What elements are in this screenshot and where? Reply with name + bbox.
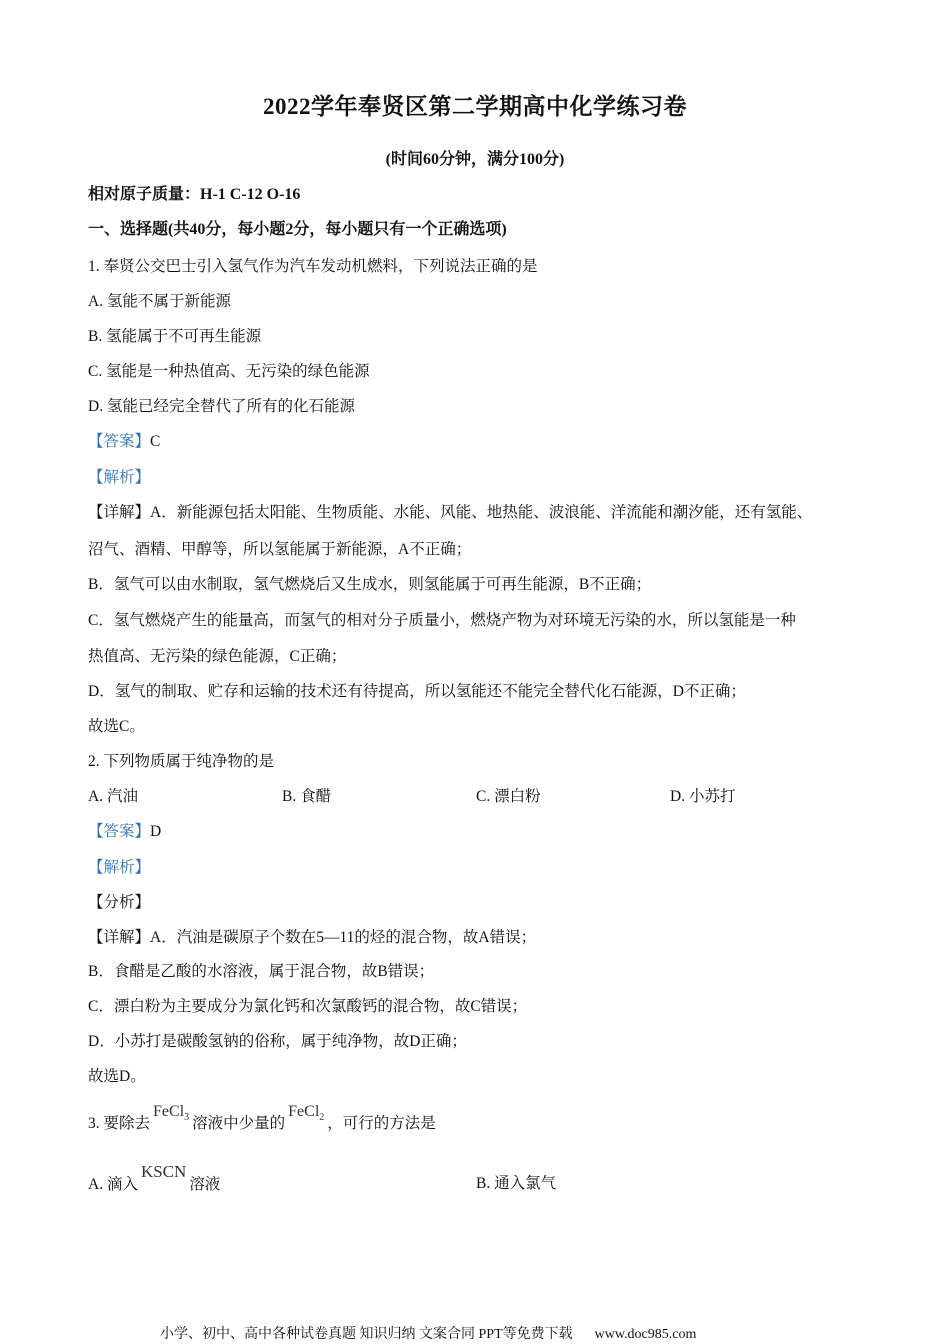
page-footer xyxy=(160,1323,696,1343)
q1-option-c: C. 氢能是一种热值高、无污染的绿色能源 xyxy=(88,363,370,380)
atomic-mass-line: 相对原子质量：H-1 C-12 O-16 xyxy=(88,186,301,203)
q1-stem: 1. 奉贤公交巴士引入氢气作为汽车发动机燃料，下列说法正确的是 xyxy=(88,258,538,275)
detail-tag: 【详解】 xyxy=(88,929,151,946)
answer-tag: 【答案】 xyxy=(88,433,151,450)
q1-detail-2: B．氢气可以由水制取，氢气燃烧后又生成水，则氢能属于可再生能源，B不正确； xyxy=(88,576,652,593)
q2-answer xyxy=(88,822,161,842)
exam-info: (时间60分钟，满分100分) xyxy=(385,151,565,168)
q3-option-b: B. 通入氯气 xyxy=(476,1175,557,1192)
formula-main: FeCl xyxy=(288,1103,320,1120)
option-a-suffix: 溶液 xyxy=(189,1176,221,1193)
formula-main: FeCl xyxy=(153,1103,185,1120)
q3-stem-part1: 3. 要除去 xyxy=(88,1115,151,1132)
detail-text: A．汽油是碳原子个数在5—11的烃的混合物，故A错误； xyxy=(150,929,537,946)
q1-analysis-tag: 【解析】 xyxy=(88,469,151,486)
q2-stem: 2. 下列物质属于纯净物的是 xyxy=(88,753,275,770)
q1-conclusion: 故选C。 xyxy=(88,718,145,735)
detail-tag: 【详解】 xyxy=(88,504,151,521)
q1-option-a: A. 氢能不属于新能源 xyxy=(88,293,231,310)
q3-stem xyxy=(88,1103,436,1140)
formula-kscn: KSCN xyxy=(140,1162,187,1181)
formula-fecl3 xyxy=(153,1103,190,1124)
q2-option-a: A. 汽油 xyxy=(88,788,138,805)
q1-option-d: D. 氢能已经完全替代了所有的化石能源 xyxy=(88,398,355,415)
q1-detail-1 xyxy=(88,503,812,523)
q1-detail-3b: 热值高、无污染的绿色能源，C正确； xyxy=(88,648,347,665)
q1-answer xyxy=(88,432,160,452)
q3-stem-part2: 溶液中少量的 xyxy=(192,1115,286,1132)
page-title: 2022学年奉贤区第二学期高中化学练习卷 xyxy=(263,94,687,119)
answer-value: C xyxy=(150,433,161,450)
q2-option-c: C. 漂白粉 xyxy=(476,788,541,805)
q2-option-b: B. 食醋 xyxy=(282,788,332,805)
q2-detail-3: C．漂白粉为主要成分为氯化钙和次氯酸钙的混合物，故C错误； xyxy=(88,998,528,1015)
q2-option-d: D. 小苏打 xyxy=(670,788,736,805)
footer-url[interactable]: www.doc985.com xyxy=(594,1327,697,1342)
q2-detail-2: B．食醋是乙酸的水溶液，属于混合物，故B错误； xyxy=(88,963,435,980)
detail-text: A．新能源包括太阳能、生物质能、水能、风能、地热能、波浪能、洋流能和潮汐能，还有氢能、 xyxy=(150,504,813,521)
q3-stem-part3: ，可行的方法是 xyxy=(327,1115,436,1132)
section-heading: 一、选择题(共40分，每小题2分，每小题只有一个正确选项) xyxy=(88,221,507,238)
option-a-prefix: A. 滴入 xyxy=(88,1176,138,1193)
formula-fecl2 xyxy=(288,1103,325,1124)
q2-detail-4: D．小苏打是碳酸氢钠的俗称，属于纯净物，故D正确； xyxy=(88,1033,467,1050)
q2-conclusion: 故选D。 xyxy=(88,1068,146,1085)
q2-detail-1 xyxy=(88,928,536,948)
q1-detail-3: C．氢气燃烧产生的能量高，而氢气的相对分子质量小，燃烧产物为对环境无污染的水，所以氢能是一种 xyxy=(88,612,796,629)
footer-text: 小学、初中、高中各种试卷真题 知识归纳 文案合同 PPT等免费下载 xyxy=(160,1327,573,1342)
q1-option-b: B. 氢能属于不可再生能源 xyxy=(88,328,262,345)
q3-option-a xyxy=(88,1162,221,1195)
q2-analysis2-tag: 【分析】 xyxy=(88,894,151,911)
q1-detail-4: D．氢气的制取、贮存和运输的技术还有待提高，所以氢能还不能完全替代化石能源，D不正确； xyxy=(88,683,746,700)
answer-tag: 【答案】 xyxy=(88,823,151,840)
formula-sub: 3 xyxy=(184,1112,190,1124)
answer-value: D xyxy=(150,823,162,840)
formula-sub: 2 xyxy=(319,1112,325,1124)
q1-detail-1b: 沼气、酒精、甲醇等，所以氢能属于新能源，A不正确； xyxy=(88,541,472,558)
q2-analysis-tag: 【解析】 xyxy=(88,859,151,876)
